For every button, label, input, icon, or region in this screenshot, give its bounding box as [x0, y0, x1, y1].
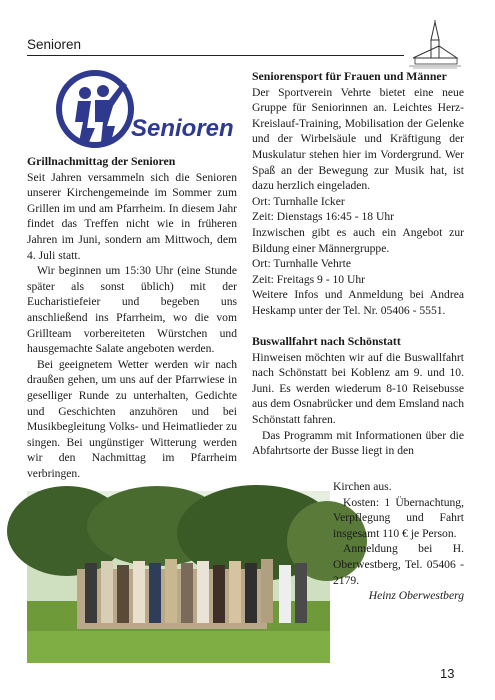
senioren-logo-text: Senioren [131, 115, 234, 142]
group-photo [27, 491, 330, 663]
author-signature: Heinz Oberwestberg [368, 589, 464, 603]
photo-side-text [333, 479, 464, 604]
page-number: 13 [440, 666, 455, 681]
senioren-logo [45, 70, 234, 152]
left-column [27, 154, 237, 481]
right-column [252, 69, 464, 459]
section-title: Senioren [27, 37, 82, 52]
article-paragraph: Seit Jahren versammeln sich die Senioren unserer Kirchengemeinde im Sommer zum Grillen im und am Pfarrheim. In diesem Jahr findet das Treffen nicht wie in früheren Jahren im Juni, sondern am Mittwoch, dem 4. Juli statt. [27, 170, 237, 262]
article-paragraph: Kirchen aus. [333, 480, 392, 493]
group-of-people [77, 559, 307, 629]
venue-line: Ort: Turnhalle Vehrte [252, 257, 351, 271]
article-paragraph: Bei geeignetem Wetter werden wir nach draußen gehen, um uns auf der Pfarrwiese in geselliger Runde zu unterhalten, Gedichte und Geschichten anzuhören und bei Musikbegleitung Volks- und Heimatlieder zu singen. Bei ungünstiger Witterung werden wir den Nachmittag im Pfarrheim verbringen. [27, 357, 237, 480]
article-title-grill: Grillnachmittag der Senioren [27, 154, 176, 168]
article-paragraph: Hinweisen möchten wir auf die Buswallfahrt nach Schönstatt bei Koblenz am 9. und 10. Juni. Es werden wiederum 8-10 Reisebusse aus dem Osnabrücker und dem Emsland nach Schönstatt fahren. [252, 350, 464, 427]
article-title-pilgrimage: Buswallfahrt nach Schönstatt [252, 334, 401, 349]
article-paragraph: Wir beginnen um 15:30 Uhr (eine Stunde später als sonst üblich) mit der Eucharistiefeier und begeben uns anschließend ins Pfarrheim, wo die vom Grillteam vorbereiteten Würstchen und hausgemachte Salate angeboten werden. [27, 264, 237, 356]
article-paragraph: Inzwischen gibt es auch ein Angebot zur Bildung einer Männergruppe. [252, 225, 464, 255]
church-logo-icon [405, 20, 465, 70]
article-paragraph: Weitere Infos und Anmeldung bei Andrea Heskamp unter der Tel. Nr. 05406 - 5551. [252, 288, 464, 317]
time-line: Zeit: Freitags 9 - 10 Uhr [252, 272, 366, 286]
cost-paragraph: Kosten: 1 Übernachtung, Verpflegung und Fahrt insgesamt 110 € je Person. [333, 495, 464, 540]
article-paragraph: Das Programm mit Informationen über die Abfahrtsorte der Busse liegt in den [252, 428, 464, 458]
header-divider [27, 55, 404, 56]
venue-line: Ort: Turnhalle Icker [252, 194, 345, 208]
article-paragraph: Der Sportverein Vehrte bietet eine neue Gruppe für Seniorinnen an. Leichtes Herz-Kreislauf-Training, Mobilisation der Gelenke und der Wirbelsäule und Kräftigung der Muskulatur stehen hier im Vordergrund. Wer Spaß an der Bewegung zur Musik hat, ist dazu herzlich eingeladen. [252, 85, 464, 193]
article-title-sport: Seniorensport für Frauen und Männer [252, 69, 447, 83]
registration-paragraph: Anmeldung bei H. Oberwestberg, Tel. 05406 - 2179. [333, 542, 464, 587]
time-line: Zeit: Dienstags 16:45 - 18 Uhr [252, 210, 395, 224]
